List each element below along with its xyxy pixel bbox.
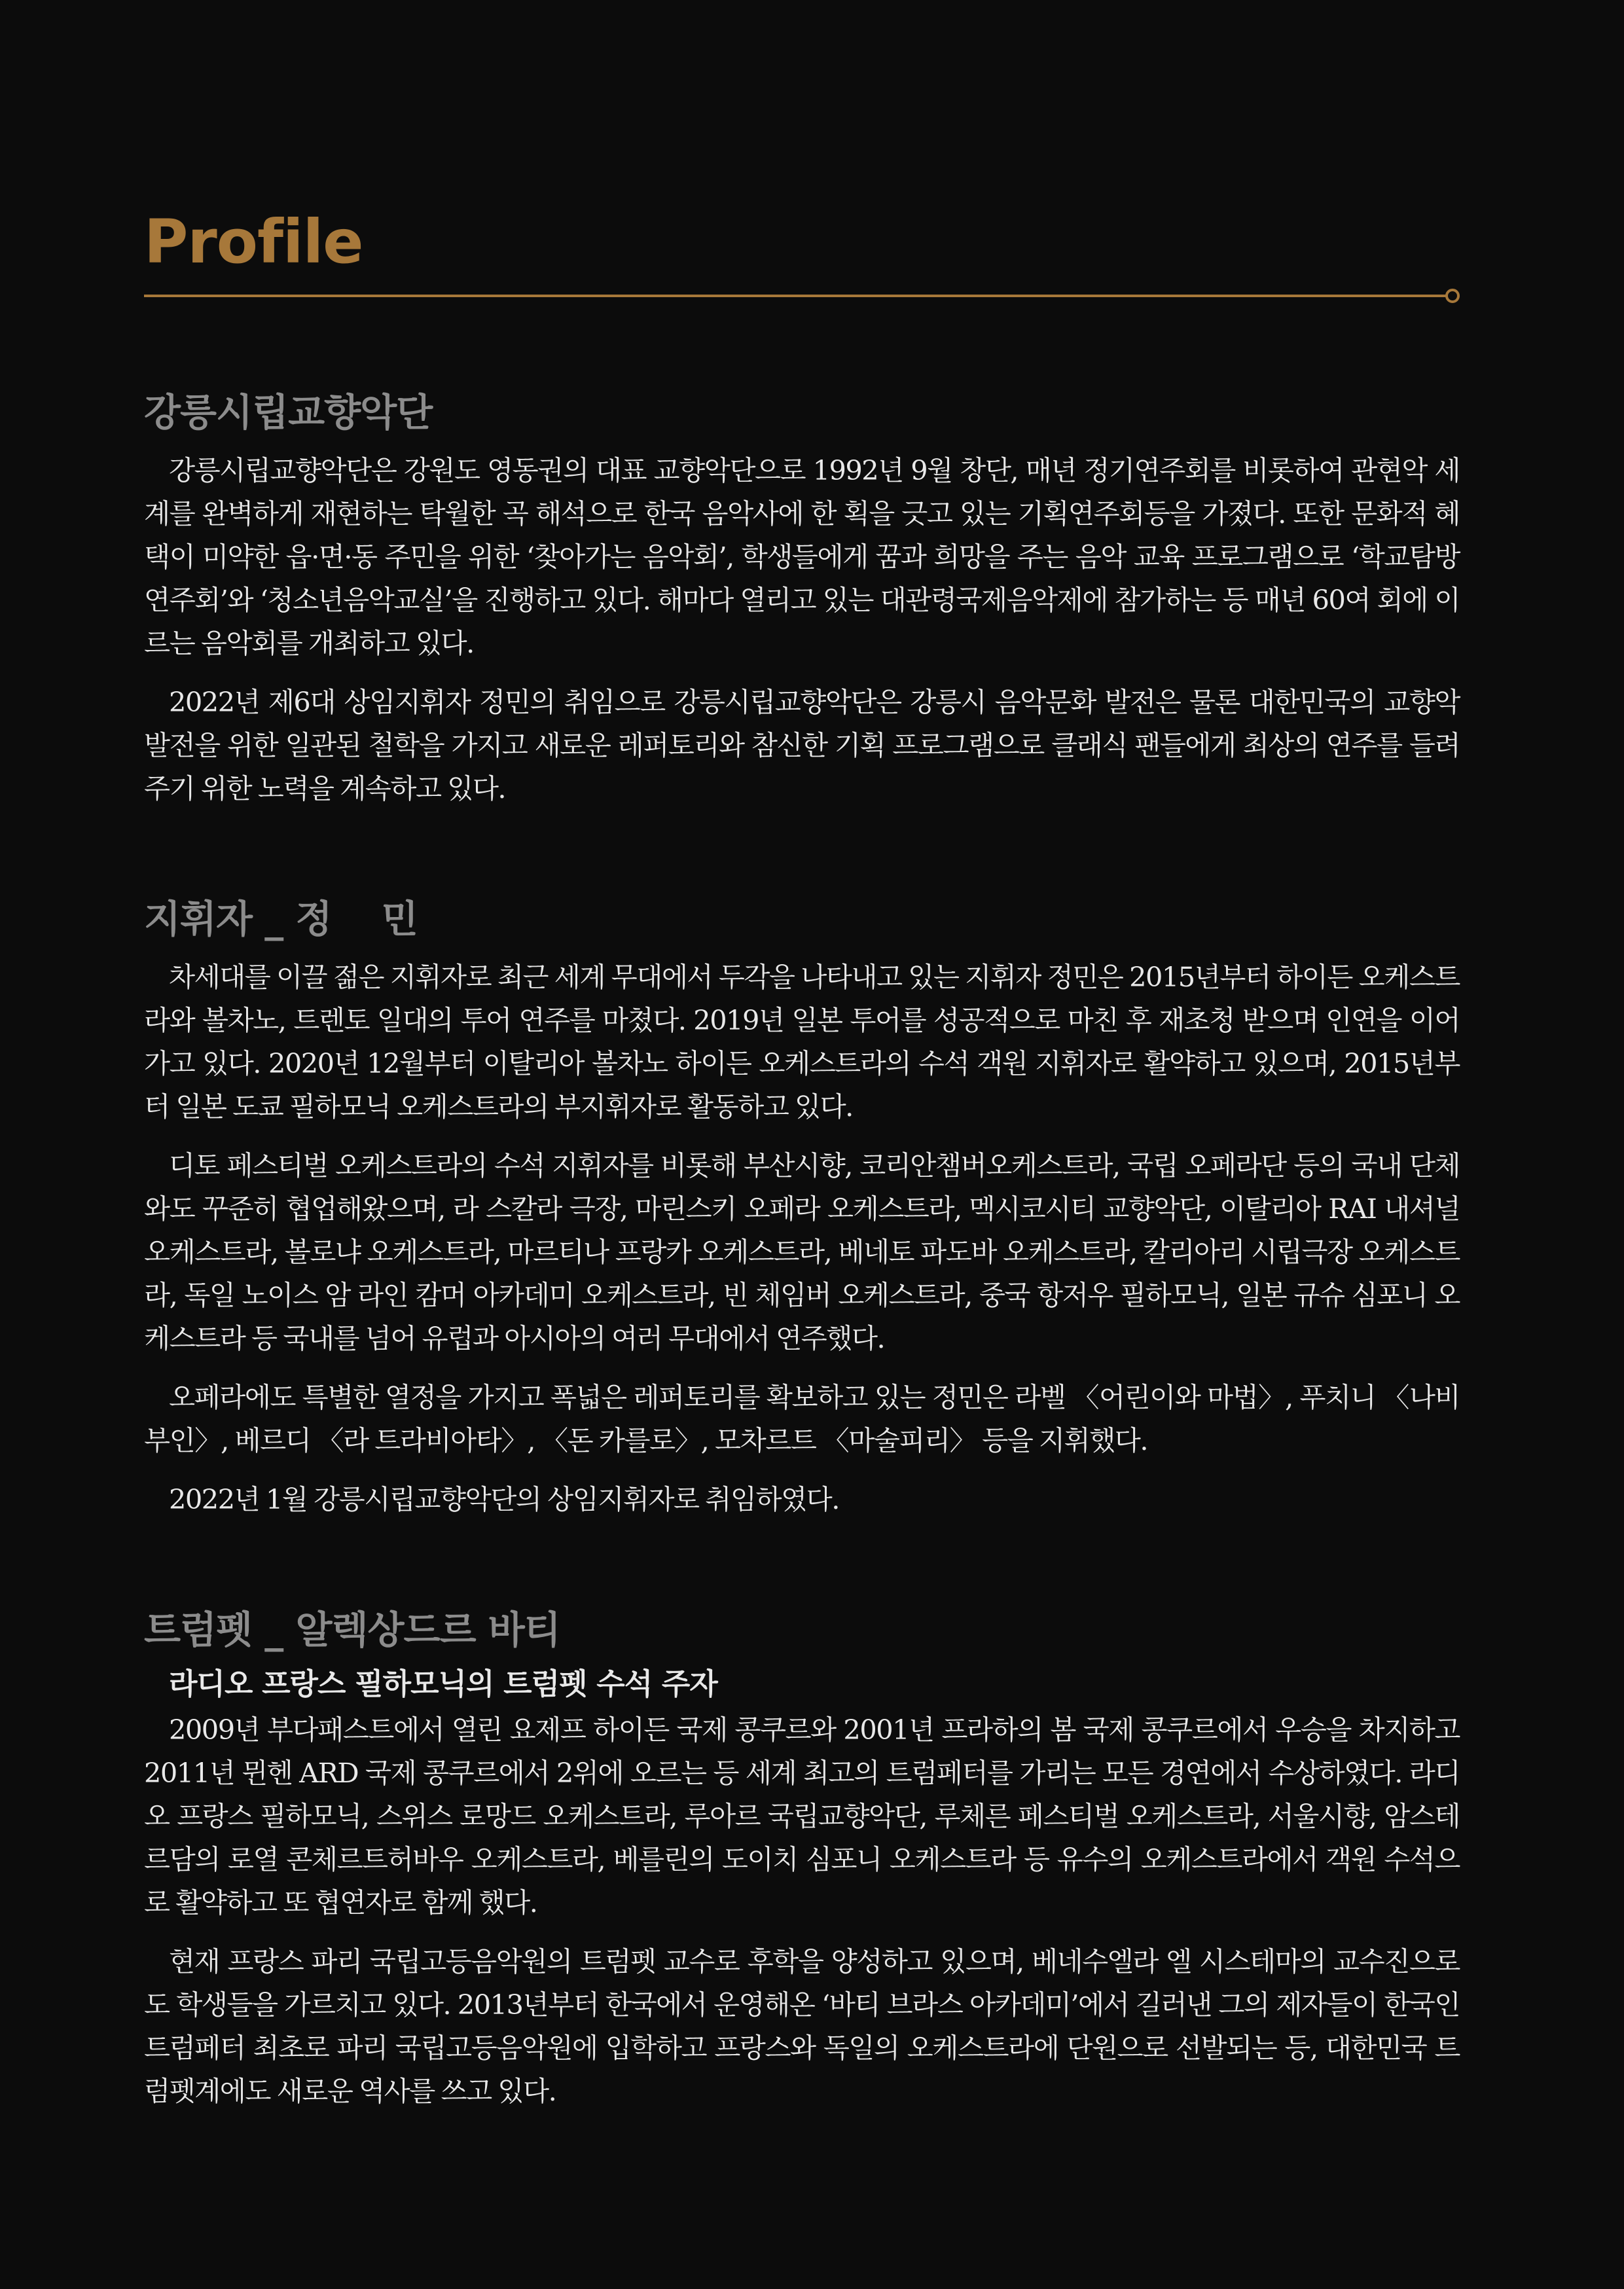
title-divider [144,295,1447,297]
paragraph: 차세대를 이끌 젊은 지휘자로 최근 세계 무대에서 두각을 나타내고 있는 지휘자 정민은 2015년부터 하이든 오케스트라와 볼차노, 트렌토 일대의 투어 연주를 마쳤다. 2019년 일본 투어를 성공적으로 마친 후 재초청 받으며 인연을 이어가고 있다. 2020년 12월부터 이탈리아 볼차노 하이든 오케스트라의 수석 객원 지휘자로 활약하고 있으며, 2015년부터 일본 도쿄 필하모닉 오케스트라의 부지휘자로 활동하고 있다. [144,961,1460,1123]
profile-page [144,196,1460,2113]
paragraph: 2022년 제6대 상임지휘자 정민의 취임으로 강릉시립교향악단은 강릉시 음악문화 발전은 물론 대한민국의 교향악 발전을 위한 일관된 철학을 가지고 새로운 레퍼토리와 참신한 기획 프로그램으로 클래식 팬들에게 최상의 연주를 들려주기 위한 노력을 계속하고 있다. [144,686,1460,804]
paragraph: 디토 페스티벌 오케스트라의 수석 지휘자를 비롯해 부산시향, 코리안챔버오케스트라, 국립 오페라단 등의 국내 단체와도 꾸준히 협업해왔으며, 라 스칼라 극장, 마린스키 오페라 오케스트라, 멕시코시티 교향악단, 이탈리아 RAI 내셔널 오케스트라, 볼로냐 오케스트라, 마르티나 프랑카 오케스트라, 베네토 파도바 오케스트라, 칼리아리 시립극장 오케스트라, 독일 노이스 암 라인 캄머 아카데미 오케스트라, 빈 체임버 오케스트라, 중국 항저우 필하모닉, 일본 규슈 심포니 오케스트라 등 국내를 넘어 유럽과 아시아의 여러 무대에서 연주했다. [144,1149,1460,1354]
page-title: Profile [144,207,363,277]
section-heading: 트럼펫 _ 알렉상드르 바티 [144,1608,560,1652]
paragraph: 2009년 부다패스트에서 열린 요제프 하이든 국제 콩쿠르와 2001년 프라하의 봄 국제 콩쿠르에서 우승을 차지하고 2011년 뮌헨 ARD 국제 콩쿠르에서 2위에 오르는 등 세계 최고의 트럼페터를 가리는 모든 경연에서 수상하였다. 라디오 프랑스 필하모닉, 스위스 로망드 오케스트라, 루아르 국립교향악단, 루체른 페스티벌 오케스트라, 서울시향, 암스테르담의 로열 콘체르트허바우 오케스트라, 베를린의 도이치 심포니 오케스트라 등 유수의 오케스트라에서 객원 수석으로 활약하고 또 협연자로 함께 했다. [144,1714,1460,1919]
paragraph: 오페라에도 특별한 열정을 가지고 폭넓은 레퍼토리를 확보하고 있는 정민은 라벨 〈어린이와 마법〉, 푸치니 〈나비부인〉, 베르디 〈라 트라비아타〉, 〈돈 카를로〉, 모차르트 〈마술피리〉 등을 지휘했다. [144,1381,1460,1456]
section-conductor [144,893,1460,1521]
divider-end-circle-icon [1445,289,1460,303]
section-heading: 지휘자 _ 정 민 [144,897,418,941]
section-trumpet [144,1604,1460,2113]
section-subheading: 라디오 프랑스 필하모닉의 트럼펫 수석 주자 [169,1667,717,1701]
section-orchestra [144,386,1460,810]
paragraph: 강릉시립교향악단은 강원도 영동권의 대표 교향악단으로 1992년 9월 창단, 매년 정기연주회를 비롯하여 관현악 세계를 완벽하게 재현하는 탁월한 곡 해석으로 한국 음악사에 한 획을 긋고 있는 기획연주회등을 가졌다. 또한 문화적 혜택이 미약한 읍·면·동 주민을 위한 ‘찾아가는 음악회’, 학생들에게 꿈과 희망을 주는 음악 교육 프로그램으로 ‘학교탐방연주회’와 ‘청소년음악교실’을 진행하고 있다. 해마다 열리고 있는 대관령국제음악제에 참가하는 등 매년 60여 회에 이르는 음악회를 개최하고 있다. [144,454,1460,659]
paragraph: 2022년 1월 강릉시립교향악단의 상임지휘자로 취임하였다. [169,1483,839,1515]
section-heading: 강릉시립교향악단 [144,390,433,435]
paragraph: 현재 프랑스 파리 국립고등음악원의 트럼펫 교수로 후학을 양성하고 있으며, 베네수엘라 엘 시스테마의 교수진으로도 학생들을 가르치고 있다. 2013년부터 한국에서 운영해온 ‘바티 브라스 아카데미’에서 길러낸 그의 제자들이 한국인 트럼페터 최초로 파리 국립고등음악원에 입학하고 프랑스와 독일의 오케스트라에 단원으로 선발되는 등, 대한민국 트럼펫계에도 새로운 역사를 쓰고 있다. [144,1945,1460,2107]
